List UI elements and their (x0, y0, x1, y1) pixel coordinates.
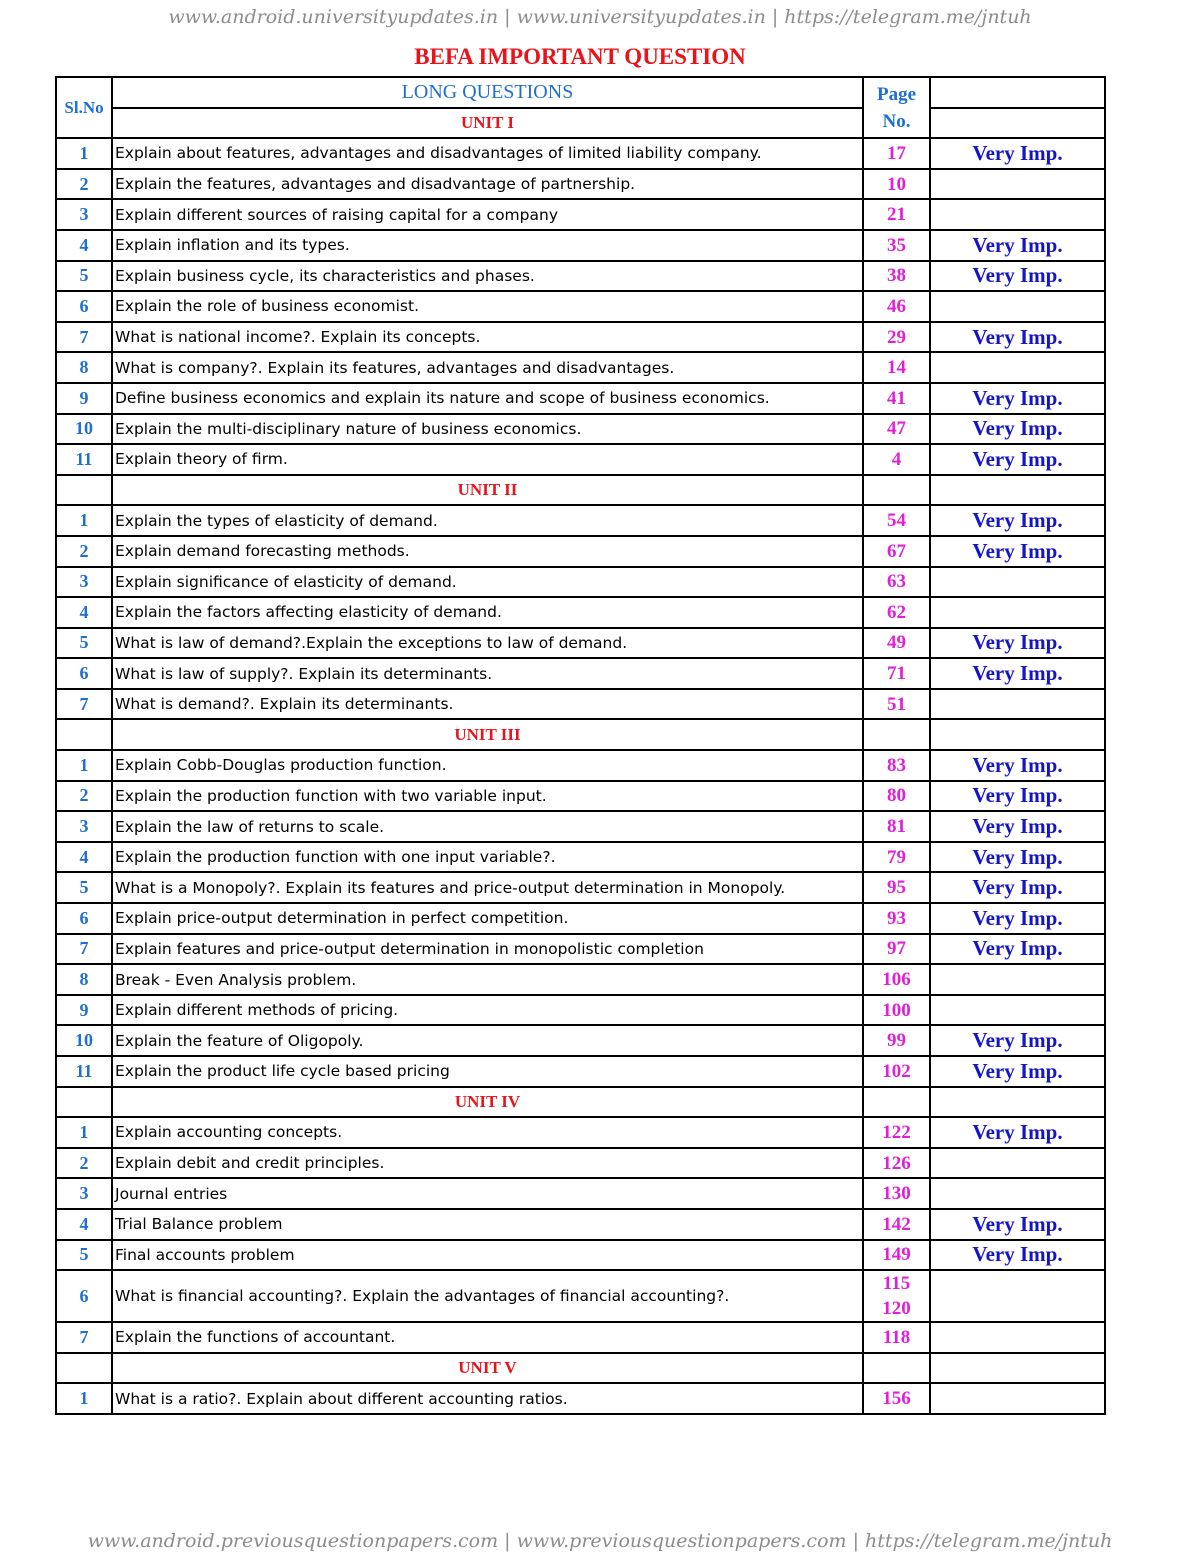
page-number: 81 (863, 811, 930, 842)
question-text: Final accounts problem (112, 1240, 863, 1271)
unit-row (56, 108, 1105, 139)
page-number: 126 (863, 1148, 930, 1179)
importance-label: Very Imp. (930, 383, 1105, 414)
question-text: Explain features and price-output determination in monopolistic completion (112, 934, 863, 965)
question-text: Explain Cobb-Douglas production function. (112, 750, 863, 781)
page-number: 80 (863, 781, 930, 812)
question-text: What is demand?. Explain its determinants. (112, 689, 863, 720)
question-text: Explain different sources of raising capital for a company (112, 199, 863, 230)
table-row (56, 1209, 1105, 1240)
question-text: Break - Even Analysis problem. (112, 964, 863, 995)
question-text: Explain significance of elasticity of demand. (112, 567, 863, 598)
page-number: 46 (863, 291, 930, 322)
importance-label (930, 1322, 1105, 1353)
table-row (56, 1178, 1105, 1209)
page-number: 63 (863, 567, 930, 598)
importance-label: Very Imp. (930, 444, 1105, 475)
importance-label (930, 689, 1105, 720)
table-row (56, 872, 1105, 903)
serial-number: 2 (56, 1148, 112, 1179)
question-text: What is a ratio?. Explain about different accounting ratios. (112, 1383, 863, 1414)
serial-number: 1 (56, 1383, 112, 1414)
unit-heading: UNIT V (112, 1353, 863, 1384)
page-number: 118 (863, 1322, 930, 1353)
serial-number: 11 (56, 444, 112, 475)
unit-row (56, 1087, 1105, 1118)
table-row (56, 811, 1105, 842)
sl-no-header: Sl.No (56, 77, 112, 138)
page-number: 142 (863, 1209, 930, 1240)
empty-cell (56, 475, 112, 506)
serial-number: 4 (56, 597, 112, 628)
question-text: Explain the role of business economist. (112, 291, 863, 322)
importance-label: Very Imp. (930, 505, 1105, 536)
importance-label (930, 567, 1105, 598)
table-row (56, 1383, 1105, 1414)
table-row (56, 689, 1105, 720)
page-number: 99 (863, 1025, 930, 1056)
table-row (56, 536, 1105, 567)
question-text: Explain the multi-disciplinary nature of business economics. (112, 414, 863, 445)
table-row (56, 964, 1105, 995)
page-number: 49 (863, 628, 930, 659)
serial-number: 9 (56, 995, 112, 1026)
empty-cell (930, 108, 1105, 139)
serial-number: 5 (56, 872, 112, 903)
page-header-line-1: Page (876, 83, 917, 105)
empty-cell (863, 1087, 930, 1118)
serial-number: 5 (56, 261, 112, 292)
importance-label (930, 1178, 1105, 1209)
question-text: Explain theory of firm. (112, 444, 863, 475)
table-row (56, 169, 1105, 200)
page-number: 156 (863, 1383, 930, 1414)
importance-label: Very Imp. (930, 628, 1105, 659)
question-text: Explain price-output determination in perfect competition. (112, 903, 863, 934)
serial-number: 3 (56, 199, 112, 230)
table-row (56, 750, 1105, 781)
table-row (56, 138, 1105, 169)
table-row (56, 505, 1105, 536)
question-text: Explain the feature of Oligopoly. (112, 1025, 863, 1056)
serial-number: 7 (56, 322, 112, 353)
page-number: 97 (863, 934, 930, 965)
page-number: 54 (863, 505, 930, 536)
question-text: Explain debit and credit principles. (112, 1148, 863, 1179)
page-number: 102 (863, 1056, 930, 1087)
importance-label: Very Imp. (930, 842, 1105, 873)
serial-number: 5 (56, 628, 112, 659)
page-number: 106 (863, 964, 930, 995)
serial-number: 4 (56, 842, 112, 873)
unit-heading: UNIT IV (112, 1087, 863, 1118)
importance-label: Very Imp. (930, 750, 1105, 781)
table-row (56, 1148, 1105, 1179)
table-row (56, 934, 1105, 965)
question-text: What is a Monopoly?. Explain its features and price-output determination in Monopoly. (112, 872, 863, 903)
table-row (56, 628, 1105, 659)
page-number: 100 (863, 995, 930, 1026)
page-number: 29 (863, 322, 930, 353)
question-text: What is national income?. Explain its concepts. (112, 322, 863, 353)
question-text: What is financial accounting?. Explain the advantages of financial accounting?. (112, 1270, 863, 1322)
table-row (56, 842, 1105, 873)
table-row (56, 352, 1105, 383)
page-number: 47 (863, 414, 930, 445)
importance-label (930, 1148, 1105, 1179)
importance-label: Very Imp. (930, 1117, 1105, 1148)
importance-header (930, 77, 1105, 108)
importance-label: Very Imp. (930, 322, 1105, 353)
page-number: 41 (863, 383, 930, 414)
question-text: Explain the production function with one input variable?. (112, 842, 863, 873)
serial-number: 1 (56, 505, 112, 536)
page-number: 83 (863, 750, 930, 781)
empty-cell (930, 475, 1105, 506)
serial-number: 8 (56, 964, 112, 995)
document-title: BEFA IMPORTANT QUESTION (414, 44, 746, 69)
importance-label: Very Imp. (930, 658, 1105, 689)
question-text: Explain the types of elasticity of demand. (112, 505, 863, 536)
question-text: Journal entries (112, 1178, 863, 1209)
question-text: Explain about features, advantages and disadvantages of limited liability company. (112, 138, 863, 169)
page-number (863, 1270, 930, 1322)
serial-number: 8 (56, 352, 112, 383)
serial-number: 3 (56, 1178, 112, 1209)
table-row (56, 903, 1105, 934)
serial-number: 4 (56, 230, 112, 261)
serial-number: 6 (56, 903, 112, 934)
serial-number: 11 (56, 1056, 112, 1087)
unit-heading: UNIT I (112, 108, 863, 139)
importance-label: Very Imp. (930, 872, 1105, 903)
empty-cell (56, 719, 112, 750)
importance-label (930, 995, 1105, 1026)
importance-label: Very Imp. (930, 934, 1105, 965)
table-row (56, 261, 1105, 292)
page-number: 93 (863, 903, 930, 934)
page-number-first: 115 (882, 1273, 911, 1295)
table-row (56, 1025, 1105, 1056)
empty-cell (56, 1353, 112, 1384)
serial-number: 2 (56, 781, 112, 812)
question-text: Explain the production function with two variable input. (112, 781, 863, 812)
header-link: www.android.universityupdates.in | www.universityupdates.in | https://telegram.me/jntuh (168, 6, 1032, 28)
question-text: Explain the factors affecting elasticity of demand. (112, 597, 863, 628)
table-row (56, 1322, 1105, 1353)
serial-number: 6 (56, 658, 112, 689)
table-row (56, 658, 1105, 689)
page-number: 62 (863, 597, 930, 628)
table-row (56, 1056, 1105, 1087)
page-number: 71 (863, 658, 930, 689)
table-row (56, 567, 1105, 598)
unit-heading: UNIT III (112, 719, 863, 750)
unit-row (56, 719, 1105, 750)
empty-cell (930, 1087, 1105, 1118)
table-row (56, 414, 1105, 445)
serial-number: 7 (56, 1322, 112, 1353)
question-text: Explain the functions of accountant. (112, 1322, 863, 1353)
question-text: Explain the features, advantages and disadvantage of partnership. (112, 169, 863, 200)
unit-row (56, 475, 1105, 506)
header-row (56, 77, 1105, 108)
importance-label: Very Imp. (930, 903, 1105, 934)
page-number: 122 (863, 1117, 930, 1148)
empty-cell (930, 719, 1105, 750)
serial-number: 3 (56, 811, 112, 842)
question-text: Explain the law of returns to scale. (112, 811, 863, 842)
empty-cell (863, 719, 930, 750)
importance-label (930, 199, 1105, 230)
page-number: 130 (863, 1178, 930, 1209)
importance-label: Very Imp. (930, 1240, 1105, 1271)
serial-number: 6 (56, 291, 112, 322)
serial-number: 10 (56, 414, 112, 445)
question-text: Explain different methods of pricing. (112, 995, 863, 1026)
importance-label (930, 1383, 1105, 1414)
page-number: 21 (863, 199, 930, 230)
serial-number: 6 (56, 1270, 112, 1322)
question-text: Explain inflation and its types. (112, 230, 863, 261)
question-text: Explain business cycle, its characteristics and phases. (112, 261, 863, 292)
serial-number: 5 (56, 1240, 112, 1271)
page-number: 38 (863, 261, 930, 292)
serial-number: 1 (56, 750, 112, 781)
question-text: Define business economics and explain its nature and scope of business economics. (112, 383, 863, 414)
question-text: Explain demand forecasting methods. (112, 536, 863, 567)
question-text: Explain the product life cycle based pricing (112, 1056, 863, 1087)
long-questions-header: LONG QUESTIONS (112, 77, 863, 108)
serial-number: 7 (56, 689, 112, 720)
serial-number: 3 (56, 567, 112, 598)
empty-cell (863, 475, 930, 506)
table-row (56, 322, 1105, 353)
importance-label: Very Imp. (930, 781, 1105, 812)
table-row (56, 230, 1105, 261)
importance-label: Very Imp. (930, 414, 1105, 445)
table-row (56, 781, 1105, 812)
serial-number: 7 (56, 934, 112, 965)
serial-number: 1 (56, 138, 112, 169)
importance-label (930, 964, 1105, 995)
table-row (56, 199, 1105, 230)
table-row (56, 1240, 1105, 1271)
page-number: 95 (863, 872, 930, 903)
importance-label: Very Imp. (930, 138, 1105, 169)
page-number: 35 (863, 230, 930, 261)
importance-label: Very Imp. (930, 261, 1105, 292)
importance-label (930, 352, 1105, 383)
question-text: What is law of supply?. Explain its determinants. (112, 658, 863, 689)
page-number: 4 (863, 444, 930, 475)
table-row (56, 1117, 1105, 1148)
page-number: 17 (863, 138, 930, 169)
table-row (56, 597, 1105, 628)
table-row (56, 995, 1105, 1026)
table-row (56, 291, 1105, 322)
unit-heading: UNIT II (112, 475, 863, 506)
unit-row (56, 1353, 1105, 1384)
importance-label (930, 291, 1105, 322)
empty-cell (930, 1353, 1105, 1384)
importance-label (930, 169, 1105, 200)
table-row (56, 383, 1105, 414)
serial-number: 2 (56, 169, 112, 200)
importance-label (930, 597, 1105, 628)
serial-number: 10 (56, 1025, 112, 1056)
page-number: 10 (863, 169, 930, 200)
page-number: 79 (863, 842, 930, 873)
page-number: 67 (863, 536, 930, 567)
question-text: Trial Balance problem (112, 1209, 863, 1240)
importance-label: Very Imp. (930, 1025, 1105, 1056)
questions-table (55, 76, 1106, 1415)
page-number: 14 (863, 352, 930, 383)
serial-number: 2 (56, 536, 112, 567)
importance-label: Very Imp. (930, 536, 1105, 567)
importance-label (930, 1270, 1105, 1322)
page-number: 51 (863, 689, 930, 720)
page-no-header (863, 77, 930, 138)
importance-label: Very Imp. (930, 1209, 1105, 1240)
table-row (56, 1270, 1105, 1322)
question-text: Explain accounting concepts. (112, 1117, 863, 1148)
importance-label: Very Imp. (930, 230, 1105, 261)
table-row (56, 444, 1105, 475)
empty-cell (56, 1087, 112, 1118)
footer-link: www.android.previousquestionpapers.com | www.previousquestionpapers.com | https://telegram.me/jntuh (87, 1530, 1113, 1552)
importance-label: Very Imp. (930, 1056, 1105, 1087)
importance-label: Very Imp. (930, 811, 1105, 842)
serial-number: 4 (56, 1209, 112, 1240)
question-text: What is company?. Explain its features, advantages and disadvantages. (112, 352, 863, 383)
empty-cell (863, 1353, 930, 1384)
page-number: 149 (863, 1240, 930, 1271)
page-number-second: 120 (882, 1298, 911, 1320)
question-text: What is law of demand?.Explain the exceptions to law of demand. (112, 628, 863, 659)
serial-number: 1 (56, 1117, 112, 1148)
serial-number: 9 (56, 383, 112, 414)
page-header-line-2: No. (882, 110, 911, 132)
